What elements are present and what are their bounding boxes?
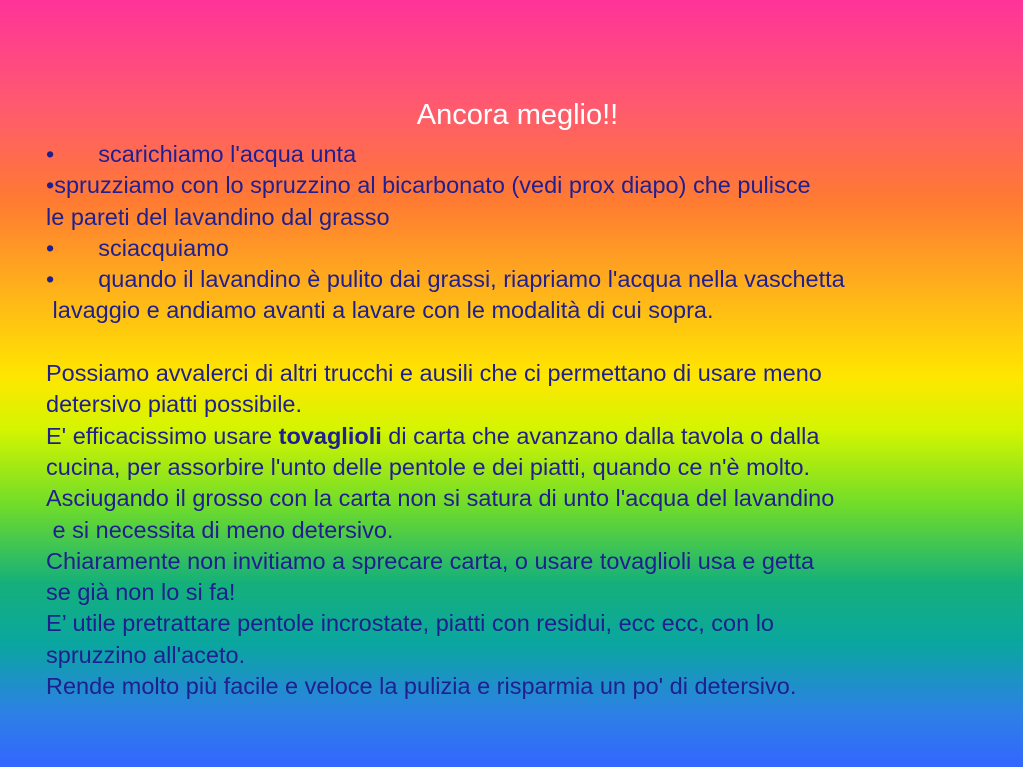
- paragraph-line: Possiamo avvalerci di altri trucchi e ausili che ci permettano di usare meno: [46, 360, 822, 387]
- paragraph-line: E’ utile pretrattare pentole incrostate, piatti con residui, ecc ecc, con lo: [46, 610, 775, 637]
- paragraph-line: Rende molto più facile e veloce la pulizia e risparmia un po' di detersivo.: [46, 673, 797, 700]
- bullet-item: [46, 139, 1006, 170]
- bullet-text-continuation: le pareti del lavandino dal grasso: [46, 203, 390, 230]
- bullet-item: [46, 233, 1006, 264]
- bullet-text-continuation: lavaggio e andiamo avanti a lavare con le modalità di cui sopra.: [46, 297, 714, 324]
- paragraph-line: detersivo piatti possibile.: [46, 391, 303, 418]
- emphasis-text: tovaglioli: [278, 422, 382, 449]
- paragraph-line: se già non lo si fa!: [46, 579, 236, 606]
- paragraph-line: cucina, per assorbire l'unto delle pentole e dei piatti, quando ce n'è molto.: [46, 453, 811, 480]
- paragraph-text: E' efficacissimo usare: [46, 422, 279, 449]
- bullet-text: spruzziamo con lo spruzzino al bicarbonato (vedi prox diapo) che pulisce: [54, 172, 811, 199]
- paragraph-line: e si necessita di meno detersivo.: [46, 516, 394, 543]
- bullet-text: scarichiamo l'acqua unta: [98, 141, 357, 167]
- bullet-text: quando il lavandino è pulito dai grassi, riapriamo l'acqua nella vaschetta: [98, 266, 845, 293]
- bullet-text: sciacquiamo: [98, 234, 229, 261]
- paragraph-line: Chiaramente non invitiamo a sprecare carta, o usare tovaglioli usa e getta: [46, 547, 815, 574]
- paragraph-text: di carta che avanzano dalla tavola o dalla: [381, 422, 820, 449]
- slide-body: [46, 139, 1006, 702]
- bullet-icon: •: [46, 141, 55, 167]
- paragraph-line: [46, 421, 1006, 452]
- slide-title: Ancora meglio!!: [416, 99, 619, 131]
- bullet-icon: •: [46, 234, 55, 261]
- bullet-icon: •: [46, 172, 55, 199]
- paragraph-line: spruzzino all'aceto.: [46, 641, 246, 668]
- paragraph-line: Asciugando il grosso con la carta non si satura di unto l'acqua del lavandino: [46, 485, 835, 512]
- bullet-item: [46, 170, 1006, 201]
- bullet-icon: •: [46, 266, 55, 293]
- bullet-item: [46, 264, 1006, 295]
- spacer: [46, 327, 1006, 358]
